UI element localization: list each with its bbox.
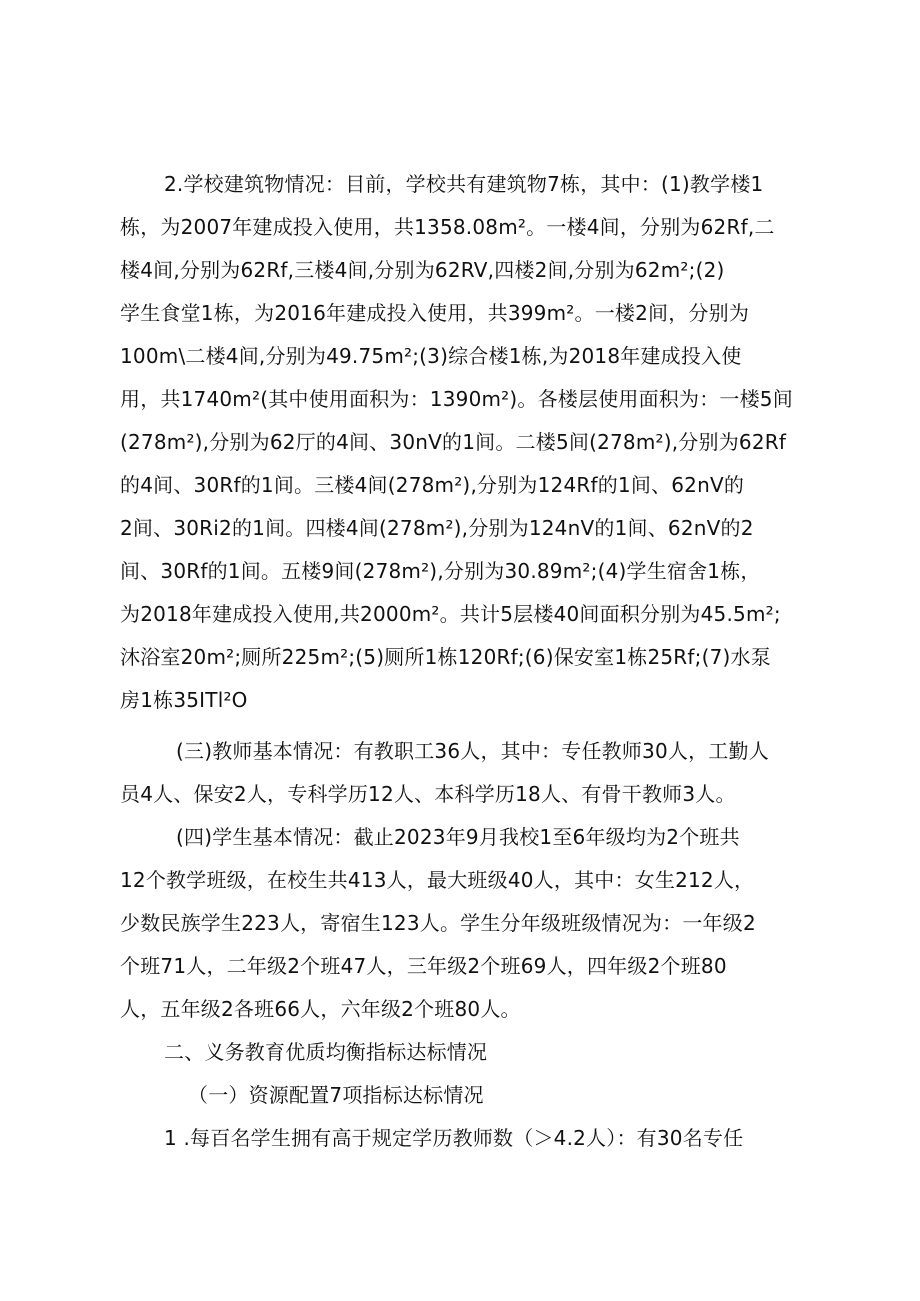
paragraph-students-line-5: 人，五年级2各班66人，六年级2个班80人。 xyxy=(120,997,521,1021)
paragraph-buildings-line-9: 2间、30Ri2的1间。四楼4间(278m²),分别为124nV的1间、62nV的2 xyxy=(120,516,754,540)
paragraph-students-line-3: 少数民族学生223人，寄宿生123人。学生分年级班级情况为：一年级2 xyxy=(120,911,756,935)
paragraph-indicator-1: 1 .每百名学生拥有高于规定学历教师数（＞4.2人）：有30名专任 xyxy=(164,1126,744,1150)
paragraph-buildings-line-1: 2.学校建筑物情况：目前，学校共有建筑物7栋，其中：(1)教学楼1 xyxy=(164,172,764,196)
paragraph-buildings-line-11: 为2018年建成投入使用,共2000m²。共计5层楼40间面积分别为45.5m²; xyxy=(120,602,781,626)
paragraph-students-line-4: 个班71人，二年级2个班47人，三年级2个班69人，四年级2个班80 xyxy=(120,954,727,978)
paragraph-students-line-2: 12个教学班级，在校生共413人，最大班级40人，其中：女生212人， xyxy=(120,868,755,892)
paragraph-buildings-line-6: 用，共1740m²(其中使用面积为：1390m²)。各楼层使用面积为：一楼5间 xyxy=(120,387,793,411)
paragraph-buildings-line-10: 间、30Rf的1间。五楼9间(278m²),分别为30.89m²;(4)学生宿舍1栋， xyxy=(120,559,761,583)
paragraph-students-line-1: (四)学生基本情况：截止2023年9月我校1至6年级均为2个班共 xyxy=(176,825,740,849)
subsection-heading-one: （一）资源配置7项指标达标情况 xyxy=(188,1083,484,1107)
paragraph-buildings-line-7: (278m²),分别为62厅的4间、30nV的1间。二楼5间(278m²),分别为62Rf xyxy=(120,430,787,454)
paragraph-buildings-line-8: 的4间、30Rf的1间。三楼4间(278m²),分别为124Rf的1间、62nV的 xyxy=(120,473,745,497)
paragraph-buildings-line-13: 房1栋35ITl²O xyxy=(120,688,248,712)
paragraph-buildings-line-3: 楼4间,分别为62Rf,三楼4间,分别为62RV,四楼2间,分别为62m²;(2) xyxy=(120,258,725,282)
paragraph-buildings-line-5: 100m\二楼4间,分别为49.75m²;(3)综合楼1栋,为2018年建成投入使 xyxy=(120,344,742,368)
paragraph-buildings-line-2: 栋，为2007年建成投入使用，共1358.08m²。一楼4间，分别为62Rf,二 xyxy=(120,215,775,239)
paragraph-buildings-line-4: 学生食堂1栋，为2016年建成投入使用，共399m²。一楼2间，分别为 xyxy=(120,301,750,325)
section-heading-two: 二、义务教育优质均衡指标达标情况 xyxy=(164,1040,488,1064)
paragraph-buildings-line-12: 沐浴室20m²;厕所225m²;(5)厕所1栋120Rf;(6)保安室1栋25Rf;(7)水泵 xyxy=(120,645,771,669)
paragraph-teachers-line-1: (三)教师基本情况：有教职工36人，其中：专任教师30人，工勤人 xyxy=(176,739,769,763)
paragraph-teachers-line-2: 员4人、保安2人，专科学历12人、本科学历18人、有骨干教师3人。 xyxy=(120,782,736,806)
